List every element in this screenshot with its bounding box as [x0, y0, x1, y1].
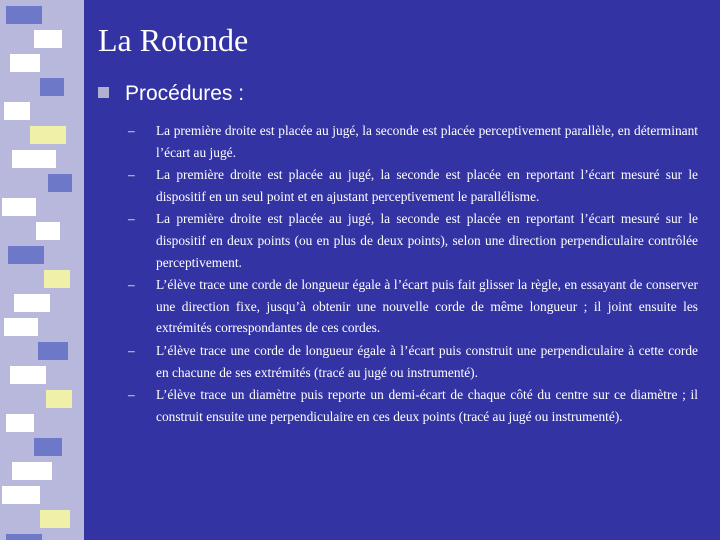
stripe-bar — [12, 462, 52, 480]
item-text: La première droite est placée au jugé, la seconde est placée en reportant l’écart mesuré sur le dispositif en deux points (ou en plus de deux points), selon une direction perpendiculaire contrôlée perceptivement. — [156, 211, 698, 270]
stripe-bar — [8, 246, 44, 264]
slide — [84, 0, 720, 540]
item-text: L’élève trace une corde de longueur égale à l’écart puis fait glisser la règle, en essayant de conserver une direction fixe, jusqu’à obtenir une nouvelle corde de même longueur ; il joint ensuite les extrémités correspondantes de ces cordes. — [156, 277, 698, 336]
heading-row — [98, 82, 244, 106]
stripe-bar — [38, 342, 68, 360]
stripe-bar — [44, 270, 70, 288]
item-text: La première droite est placée au jugé, la seconde est placée en reportant l’écart mesuré sur le dispositif en un seul point et en ajustant perceptivement le parallélisme. — [156, 167, 698, 204]
stripe-bar — [34, 30, 62, 48]
procedure-list — [128, 120, 698, 428]
stripe-bar — [4, 318, 38, 336]
stripe-bar — [6, 414, 34, 432]
stripe-bar — [40, 510, 70, 528]
stripe-bar — [10, 54, 40, 72]
square-bullet-icon — [98, 87, 109, 98]
list-item — [128, 340, 698, 383]
stripe-bar — [10, 366, 46, 384]
dash-marker: – — [128, 277, 135, 293]
list-item — [128, 384, 698, 427]
stripe-bar — [48, 174, 72, 192]
slide-title: La Rotonde — [98, 22, 249, 58]
stripe-bar — [30, 126, 66, 144]
stripe-bar — [6, 534, 42, 540]
item-text: L’élève trace un diamètre puis reporte un demi-écart de chaque côté du centre sur ce diamètre ; il construit ensuite une perpendiculaire en ces deux points (tracé au jugé ou instrumenté). — [156, 387, 698, 424]
stripe-bar — [40, 78, 64, 96]
stripe-bar — [12, 150, 56, 168]
stripe-bar — [46, 390, 72, 408]
stripe-bar — [36, 222, 60, 240]
dash-marker: – — [128, 211, 135, 227]
item-text: L’élève trace une corde de longueur égale à l’écart puis construit une perpendiculaire à cette corde en chacune de ses extrémités (tracé au jugé ou instrumenté). — [156, 342, 698, 380]
stripe-bar — [4, 102, 30, 120]
dash-marker: – — [128, 342, 135, 358]
dash-marker: – — [128, 387, 135, 403]
dash-marker: – — [128, 123, 135, 138]
item-text: La première droite est placée au jugé, la seconde est placée perceptivement parallèle, en déterminant l’écart au jugé. — [156, 123, 698, 160]
list-item — [128, 208, 698, 273]
stripe-bar — [2, 198, 36, 216]
stripe-bar — [2, 486, 40, 504]
section-heading: Procédures : — [125, 82, 245, 105]
decorative-stripe — [0, 0, 84, 540]
stripe-bar — [34, 438, 62, 456]
list-item — [128, 164, 698, 207]
list-item — [128, 120, 698, 163]
stripe-bar — [6, 6, 42, 24]
dash-marker: – — [128, 167, 135, 183]
stripe-bar — [14, 294, 50, 312]
list-item — [128, 274, 698, 339]
